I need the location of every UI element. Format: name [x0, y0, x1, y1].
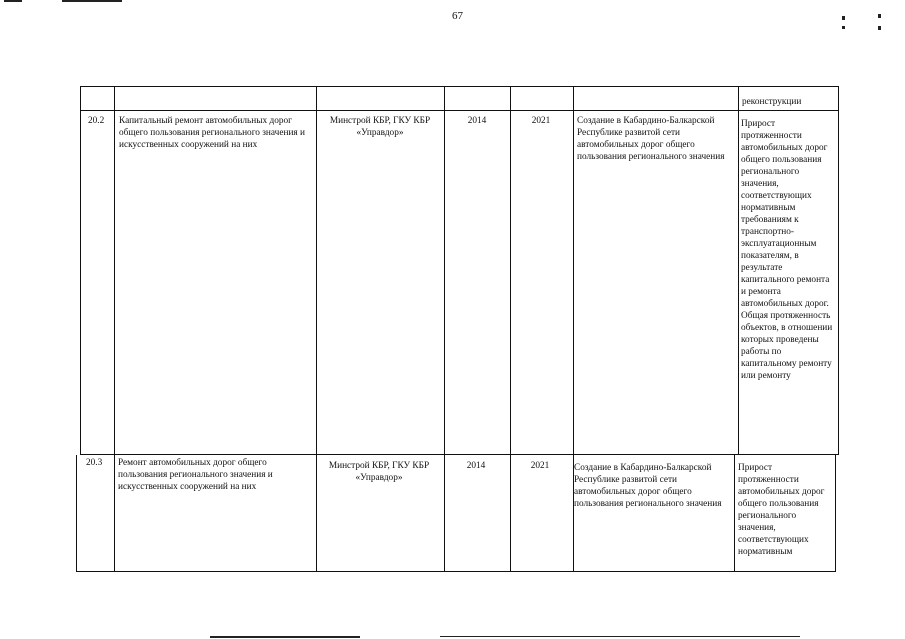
col-rule-7: [838, 86, 839, 455]
row-start-year: 2014: [467, 116, 487, 126]
scan-artifact-top-left: [4, 0, 22, 2]
table-rule-top: [80, 86, 838, 87]
scan-artifact-bottom: [210, 636, 360, 638]
col-rule-2: [316, 86, 317, 572]
col-rule-1: [114, 86, 115, 572]
row-end-year: 2021: [531, 116, 551, 126]
col-rule-0b: [76, 455, 77, 572]
row-executor: Минстрой КБР, ГКУ КБР «Управдор»: [329, 116, 431, 138]
header-indicator-fragment: реконструкции: [742, 97, 802, 107]
table-rule-bottom: [76, 571, 836, 572]
row-start-year: 2014: [466, 461, 486, 471]
scan-artifact-top-right: [842, 16, 845, 20]
row-result: Создание в Кабардино-Балкарской Республике развитой сети автомобильных дорог общего пользования регионального значения: [574, 463, 722, 509]
col-rule-4: [510, 86, 511, 572]
row-indicator: Прирост протяженности автомобильных дорог общего пользования регионального значения, соответствующих нормативным требованиям к транспортно-эксплуатационным показателям, в результате капитального ремонта и ремонта автомобильных дорог. Общая протяженность объектов, в отношении которых проведены работы по капитальному ремонту или ремонту: [741, 119, 833, 381]
table-rule-row-1: [80, 110, 838, 111]
page-number: 67: [452, 10, 463, 22]
row-name: Капитальный ремонт автомобильных дорог общего пользования регионального значения и искусственных сооружений на них: [119, 116, 305, 150]
scan-artifact-top-right-3: [842, 26, 845, 29]
scan-artifact-top-right-2: [878, 14, 881, 18]
scan-artifact-top-left-2: [62, 0, 122, 2]
col-rule-0: [80, 86, 81, 455]
row-number: 20.3: [86, 458, 103, 468]
row-executor: Минстрой КБР, ГКУ КБР «Управдор»: [328, 461, 430, 483]
col-rule-3: [444, 86, 445, 572]
col-rule-6: [738, 86, 739, 455]
row-name: Ремонт автомобильных дорог общего пользования регионального значения и искусственных сооружений на них: [118, 458, 273, 492]
row-end-year: 2021: [530, 461, 550, 471]
scan-artifact-bottom-2: [440, 636, 800, 637]
scan-artifact-top-right-4: [878, 26, 881, 30]
row-indicator: Прирост протяженности автомобильных дорог общего пользования регионального значения, соответствующих нормативным: [738, 463, 825, 557]
table-rule-row-2: [80, 454, 838, 455]
row-number: 20.2: [88, 116, 105, 126]
col-rule-6b: [734, 455, 735, 572]
row-result: Создание в Кабардино-Балкарской Республике развитой сети автомобильных дорог общего пользования регионального значения: [577, 116, 725, 162]
col-rule-7b: [835, 455, 836, 572]
